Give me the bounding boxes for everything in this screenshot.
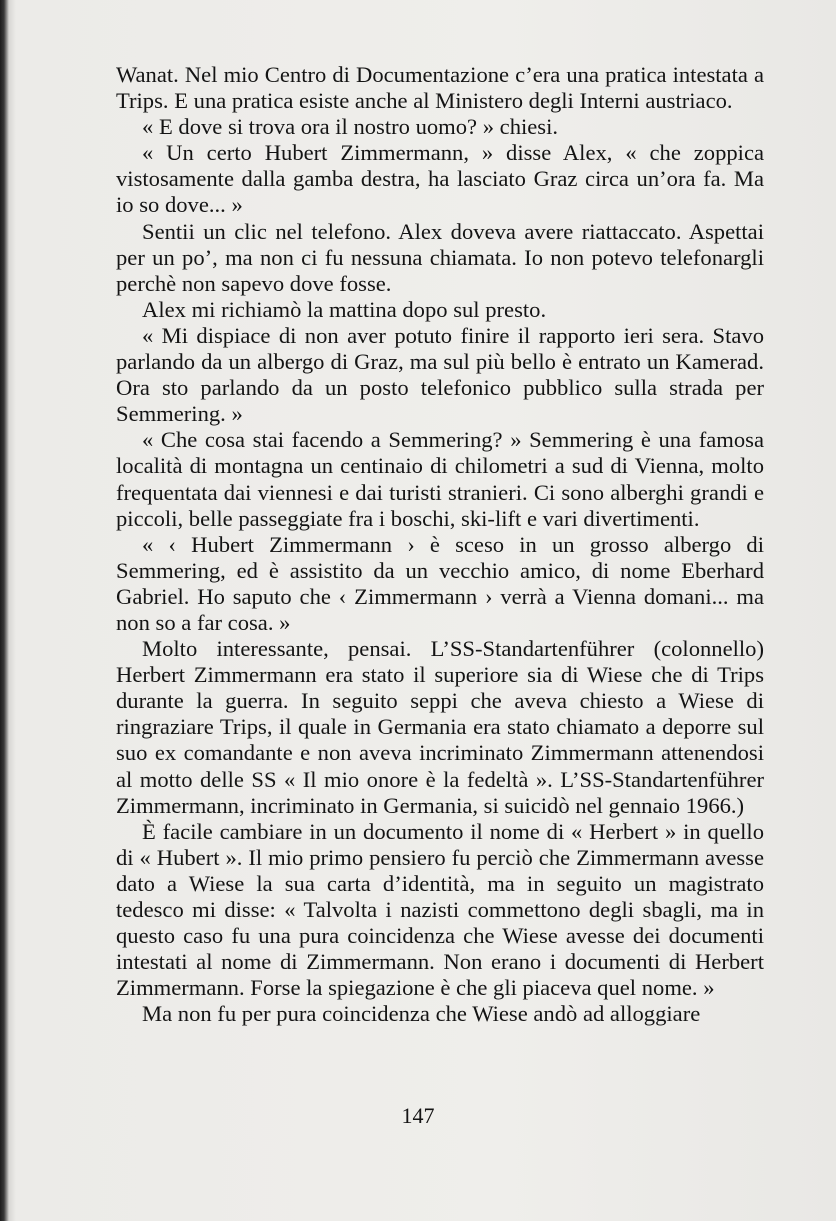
paragraph: Sentii un clic nel telefono. Alex doveva avere riattaccato. Aspettai per un po’, ma non ci fu nessuna chiamata. Io non potevo telefonargli perchè non sapevo dove fosse. — [116, 218, 764, 296]
paragraph: « Un certo Hubert Zimmermann, » disse Alex, « che zoppica vistosamente dalla gamba destra, ha lasciato Graz circa un’ora fa. Ma io so dove... » — [116, 140, 764, 218]
paragraph: È facile cambiare in un documento il nome di « Herbert » in quello di « Hubert ». Il mio primo pensiero fu perciò che Zimmermann avesse dato a Wiese la sua carta d’identità, ma in seguito un magistrato tedesco mi disse: « Talvolta i nazisti commettono degli sbagli, ma in questo caso fu una pura coincidenza che Wiese avesse dei documenti intestati al nome di Zimmermann. Non erano i documenti di Herbert Zimmermann. Forse la spiegazione è che gli piaceva quel nome. » — [116, 818, 764, 1001]
paragraph: Molto interessante, pensai. L’SS-Standartenführer (colonnello) Herbert Zimmermann era stato il superiore sia di Wiese che di Trips durante la guerra. In seguito seppi che aveva chiesto a Wiese di ringraziare Trips, il quale in Germania era stato chiamato a deporre sul suo ex comandante e non aveva incriminato Zimmermann attenendosi al motto delle SS « Il mio onore è la fedeltà ». L’SS-Standartenführer Zimmermann, incriminato in Germania, si suicidò nel gennaio 1966.) — [116, 636, 764, 818]
paragraph: « E dove si trova ora il nostro uomo? » chiesi. — [142, 114, 559, 140]
paragraph: « Mi dispiace di non aver potuto finire il rapporto ieri sera. Stavo parlando da un albergo di Graz, ma sul più bello è entrato un Kamerad. Ora sto parlando da un posto telefonico pubblico sulla strada per Semmering. » — [116, 322, 764, 427]
paragraph: « Che cosa stai facendo a Semmering? » Semmering è una famosa località di montagna un centinaio di chilometri a sud di Vienna, molto frequentata dai viennesi e dai turisti stranieri. Ci sono alberghi grandi e piccoli, belle passeggiate fra i boschi, ski-lift e vari divertimenti. — [116, 427, 764, 531]
page-number: 147 — [401, 1103, 435, 1128]
body-text — [116, 62, 764, 1027]
paragraph: Ma non fu per pura coincidenza che Wiese andò ad alloggiare — [142, 1001, 701, 1027]
paragraph: Wanat. Nel mio Centro di Documentazione c’era una pratica intestata a Trips. E una pratica esiste anche al Ministero degli Interni austriaco. — [116, 62, 764, 114]
paragraph: « ‹ Hubert Zimmermann › è sceso in un grosso albergo di Semmering, ed è assistito da un vecchio amico, di nome Eberhard Gabriel. Ho saputo che ‹ Zimmermann › verrà a Vienna domani... ma non so a far cosa. » — [116, 531, 764, 635]
paragraph: Alex mi richiamò la mattina dopo sul presto. — [142, 296, 547, 322]
